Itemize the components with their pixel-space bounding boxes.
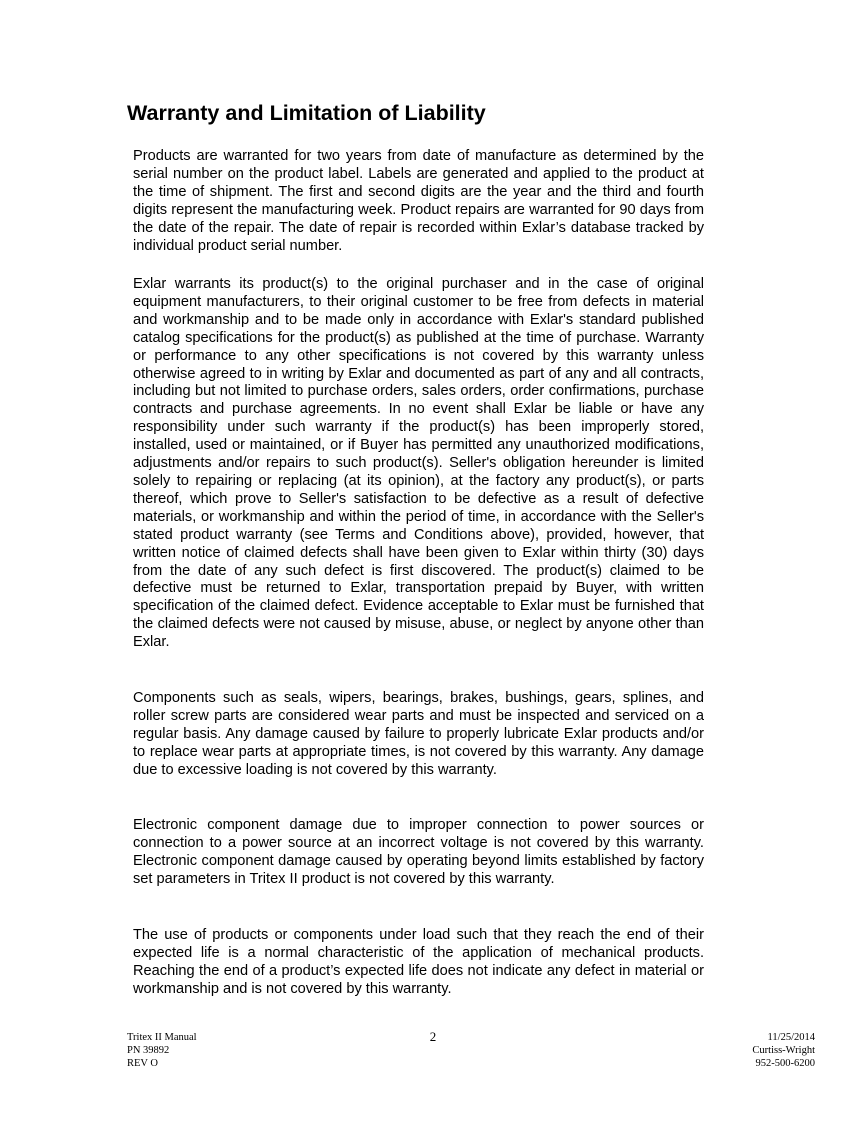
footer-part-number: PN 39892	[127, 1045, 170, 1056]
paragraph-warranty-period: Products are warranted for two years from date of manufacture as determined by the serial number on the product label. Labels are generated and applied to the product at the time of shipment. The first and second digits are the year and the third and fourth digits represent the manufacturing week. Product repairs are warranted for 90 days from the date of the repair. The date of repair is recorded within Exlar’s database tracked by individual product serial number.	[133, 148, 704, 254]
footer-right	[752, 1031, 815, 1070]
footer-manual-name: Tritex II Manual	[127, 1032, 197, 1043]
page-title: Warranty and Limitation of Liability	[127, 101, 486, 125]
footer-date: 11/25/2014	[767, 1032, 815, 1043]
footer-phone: 952-500-6200	[755, 1058, 815, 1069]
paragraph-expected-life: The use of products or components under load such that they reach the end of their expected life is a normal characteristic of the application of mechanical products. Reaching the end of a product’s expected life does not indicate any defect in material or workmanship and is not covered by this warranty.	[133, 927, 704, 997]
page-number: 2	[429, 1029, 437, 1044]
footer-left	[127, 1031, 197, 1070]
paragraph-wear-parts: Components such as seals, wipers, bearings, brakes, bushings, gears, splines, and roller screw parts are considered wear parts and must be inspected and serviced on a regular basis. Any damage caused by failure to properly lubricate Exlar products and/or to replace wear parts at appropriate times, is not covered by this warranty. Any damage due to excessive loading is not covered by this warranty.	[133, 690, 704, 778]
paragraph-electronic-damage: Electronic component damage due to improper connection to power sources or connection to a power source at an incorrect voltage is not covered by this warranty. Electronic component damage caused by operating beyond limits established by factory set parameters in Tritex II product is not covered by this warranty.	[133, 817, 704, 887]
footer-company: Curtiss-Wright	[752, 1045, 815, 1056]
paragraph-warranty-terms: Exlar warrants its product(s) to the original purchaser and in the case of original equipment manufacturers, to their original customer to be free from defects in material and workmanship and to be made only in accordance with Exlar's standard published catalog specifications for the product(s) as published at the time of purchase. Warranty or performance to any other specifications is not covered by this warranty unless otherwise agreed to in writing by Exlar and documented as part of any and all contracts, including but not limited to purchase orders, sales orders, order confirmations, purchase contracts and purchase agreements. In no event shall Exlar be liable or have any responsibility under such warranty if the product(s) has been improperly stored, installed, used or maintained, or if Buyer has permitted any unauthorized modifications, adjustments and/or repairs to such product(s). Seller's obligation hereunder is limited solely to repairing or replacing (at its opinion), at the factory any product(s), or parts thereof, which prove to Seller's satisfaction to be defective as a result of defective materials, or workmanship and within the period of time, in accordance with the Seller's stated product warranty (see Terms and Conditions above), provided, however, that written notice of claimed defects shall have been given to Exlar within thirty (30) days from the date of any such defect is first discovered. The product(s) claimed to be defective must be returned to Exlar, transportation prepaid by Buyer, with written specification of the claimed defect. Evidence acceptable to Exlar must be furnished that the claimed defects were not caused by misuse, abuse, or neglect by anyone other than Exlar.	[133, 276, 704, 651]
footer-revision: REV O	[127, 1058, 159, 1069]
